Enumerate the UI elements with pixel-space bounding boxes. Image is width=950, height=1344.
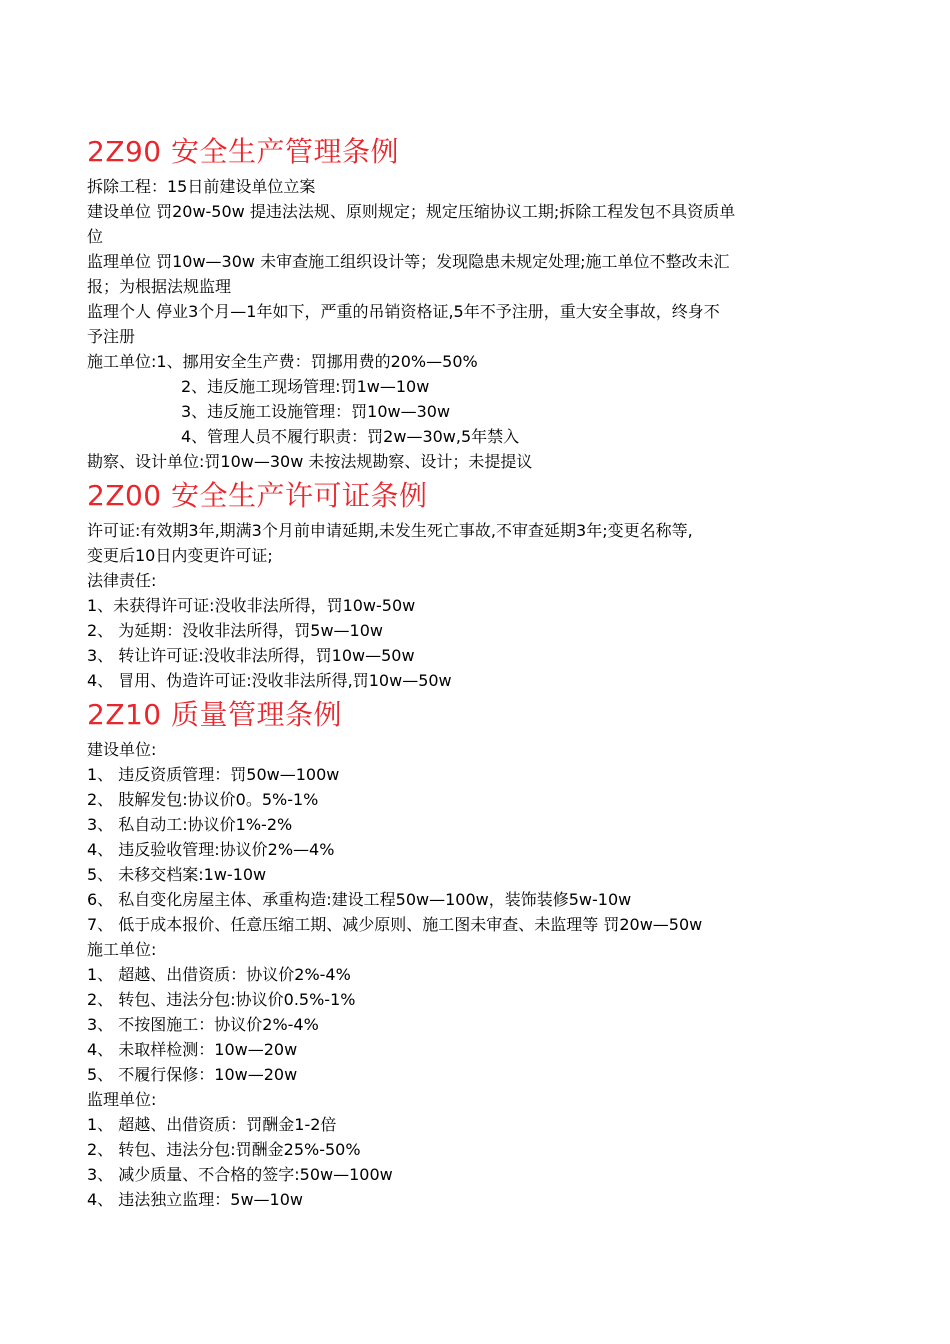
text-line: 施工单位:1、挪用安全生产费：罚挪用费的20%—50%	[87, 352, 478, 371]
text-line: 2、 转包、违法分包:罚酬金25%-50%	[87, 1140, 361, 1159]
text-line: 4、 冒用、伪造许可证:没收非法所得,罚10w—50w	[87, 671, 452, 690]
section-heading: 2Z90 安全生产管理条例	[87, 135, 400, 168]
text-line: 施工单位:	[87, 940, 157, 959]
text-line: 报；为根据法规监理	[87, 277, 232, 296]
text-line: 1、未获得许可证:没收非法所得，罚10w-50w	[87, 596, 416, 615]
text-line: 2、 为延期：没收非法所得，罚5w—10w	[87, 621, 383, 640]
section-heading: 2Z10 质量管理条例	[87, 698, 343, 731]
text-line: 拆除工程：15日前建设单位立案	[87, 177, 316, 196]
text-line: 4、 违法独立监理：5w—10w	[87, 1190, 303, 1209]
text-line: 2、 肢解发包:协议价0。5%-1%	[87, 790, 319, 809]
text-line: 建设单位:	[87, 740, 157, 759]
text-line: 1、 超越、出借资质：罚酬金1-2倍	[87, 1115, 337, 1134]
text-line: 变更后10日内变更许可证;	[87, 546, 273, 565]
text-line: 3、 私自动工:协议价1%-2%	[87, 815, 293, 834]
text-line: 2、 转包、违法分包:协议价0.5%-1%	[87, 990, 356, 1009]
text-line: 5、 不履行保修：10w—20w	[87, 1065, 298, 1084]
text-line: 监理单位 罚10w—30w 未审查施工组织设计等；发现隐患未规定处理;施工单位不整改未汇	[87, 252, 730, 271]
text-line: 建设单位 罚20w-50w 提违法法规、原则规定；规定压缩协议工期;拆除工程发包不具资质单	[87, 202, 736, 221]
text-line: 勘察、设计单位:罚10w—30w 未按法规勘察、设计；未提提议	[87, 452, 533, 471]
text-line: 3、 不按图施工：协议价2%-4%	[87, 1015, 319, 1034]
text-line: 7、 低于成本报价、任意压缩工期、减少原则、施工图未审查、未监理等 罚20w—50w	[87, 915, 703, 934]
text-line: 3、 转让许可证:没收非法所得，罚10w—50w	[87, 646, 415, 665]
section-heading: 2Z00 安全生产许可证条例	[87, 479, 428, 512]
text-line: 4、 违反验收管理:协议价2%—4%	[87, 840, 335, 859]
text-line: 3、 减少质量、不合格的签字:50w—100w	[87, 1165, 393, 1184]
indented-line: 3、违反施工设施管理：罚10w—30w	[181, 402, 451, 421]
text-line: 1、 超越、出借资质：协议价2%-4%	[87, 965, 351, 984]
text-line: 监理个人 停业3个月—1年如下，严重的吊销资格证,5年不予注册，重大安全事故，终身不	[87, 302, 720, 321]
text-line: 监理单位:	[87, 1090, 157, 1109]
indented-line: 2、违反施工现场管理:罚1w—10w	[181, 377, 430, 396]
text-line: 5、 未移交档案:1w-10w	[87, 865, 267, 884]
text-line: 许可证:有效期3年,期满3个月前申请延期,未发生死亡事故,不审查延期3年;变更名称等,	[87, 521, 693, 540]
text-line: 法律责任:	[87, 571, 157, 590]
text-line: 予注册	[87, 327, 136, 346]
text-line: 1、 违反资质管理：罚50w—100w	[87, 765, 340, 784]
indented-line: 4、管理人员不履行职责：罚2w—30w,5年禁入	[181, 427, 520, 446]
text-line: 4、 未取样检测：10w—20w	[87, 1040, 298, 1059]
text-line: 位	[87, 227, 104, 246]
text-line: 6、 私自变化房屋主体、承重构造:建设工程50w—100w，装饰装修5w-10w	[87, 890, 632, 909]
